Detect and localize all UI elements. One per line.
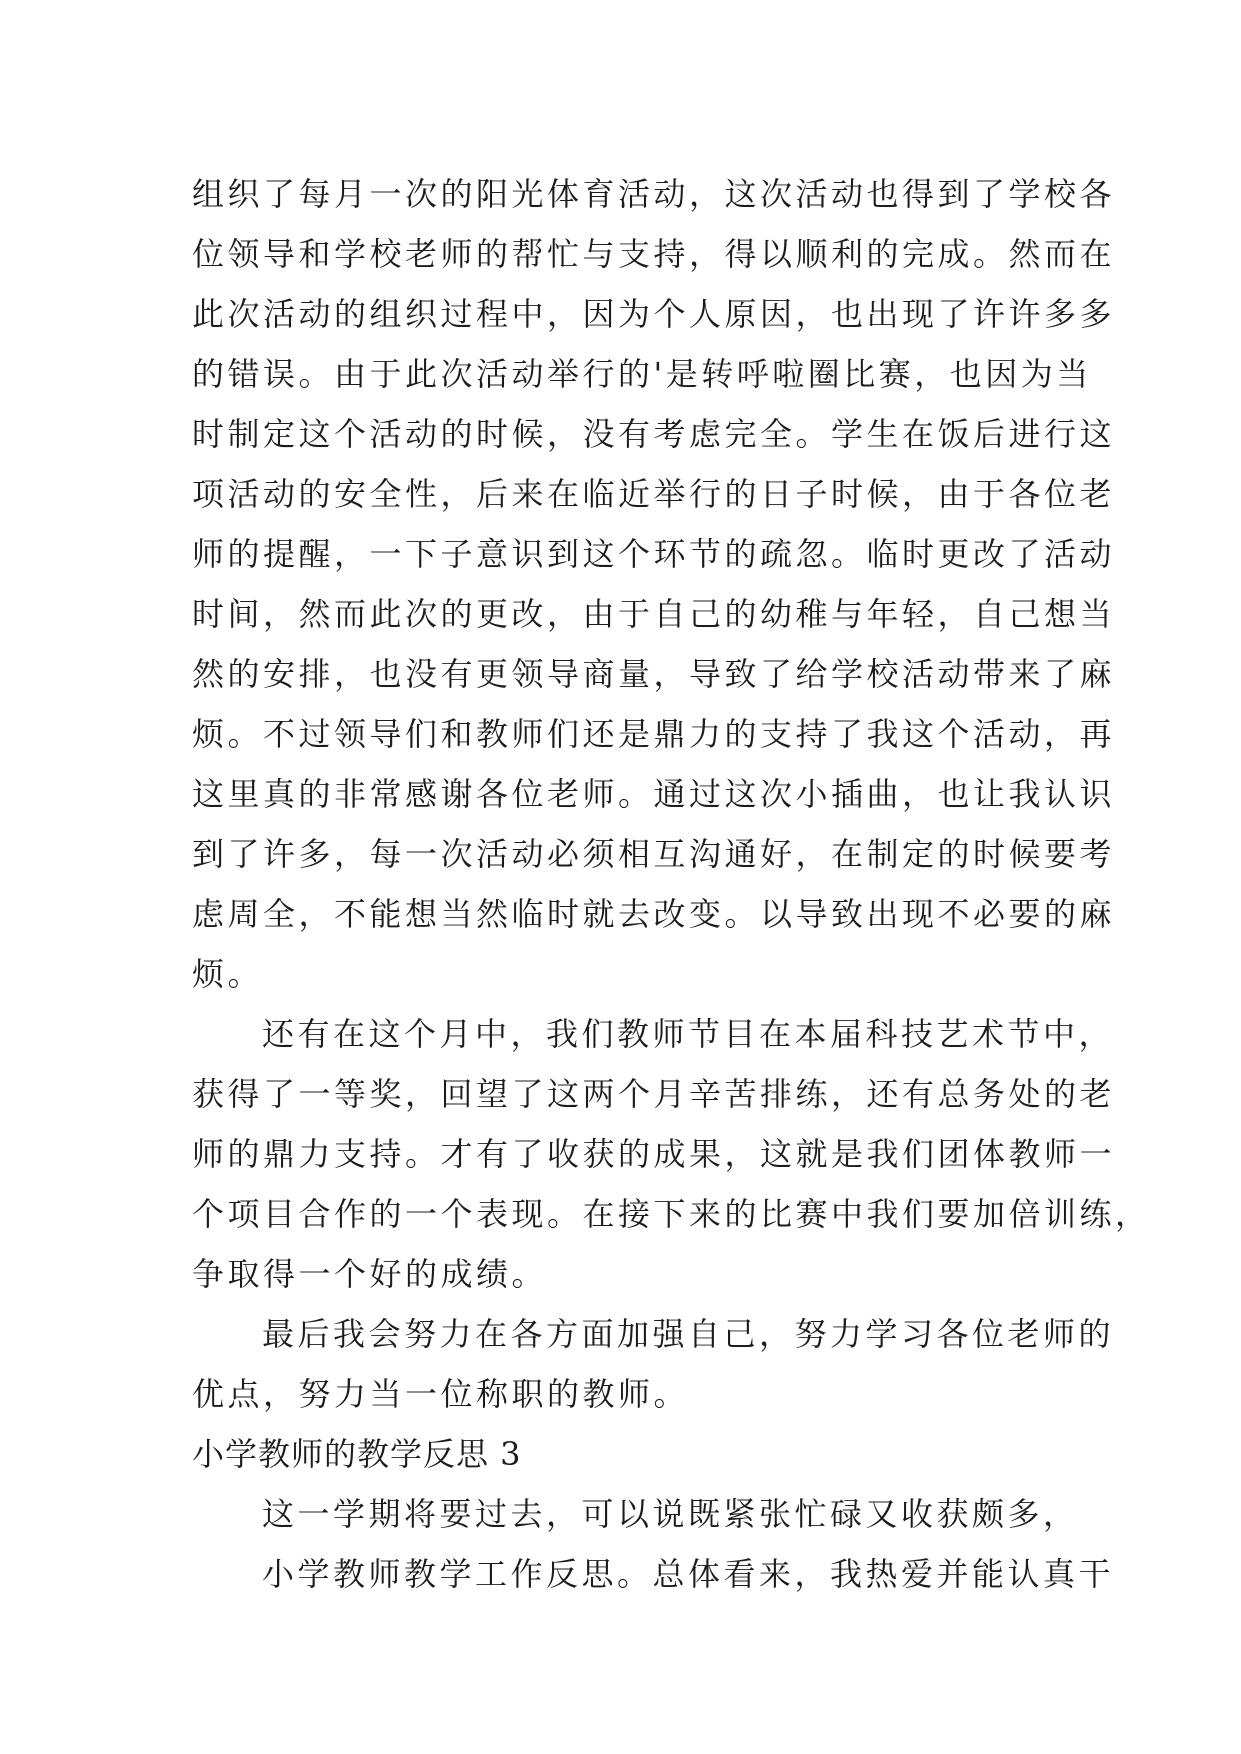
text-line: 此次活动的组织过程中，因为个人原因，也出现了许许多多 [192,295,1116,333]
section-heading: 小学教师的教学反思 3 [192,1435,522,1473]
paragraph-semester-summary [192,1544,1115,1604]
text-line: 位领导和学校老师的帮忙与支持，得以顺利的完成。然而在 [192,235,1116,273]
paragraph-award [192,1004,1151,1304]
paragraph-semester-intro [192,1484,1079,1544]
text-line: 项活动的安全性，后来在临近举行的日子时候，由于各位老 [192,475,1116,513]
text-line: 师的鼎力支持。才有了收获的成果，这就是我们团体教师一 [192,1135,1116,1173]
text-line: 师的提醒，一下子意识到这个环节的疏忽。临时更改了活动 [192,535,1116,573]
text-line: 时制定这个活动的时候，没有考虑完全。学生在饭后进行这 [192,415,1116,453]
text-line: 时间，然而此次的更改，由于自己的幼稚与年轻，自己想当 [192,595,1116,633]
document-body [192,164,1151,1604]
text-line: 争取得一个好的成绩。 [192,1255,548,1293]
text-line: 个项目合作的一个表现。在接下来的比赛中我们要加倍训练， [192,1195,1151,1233]
text-line: 到了许多，每一次活动必须相互沟通好，在制定的时候要考 [192,835,1116,873]
text-line: 的错误。由于此次活动举行的'是转呼啦圈比赛，也因为当 [192,355,1092,393]
paragraph-activity-reflection [192,164,1116,1004]
text-line: 小学教师教学工作反思。总体看来，我热爱并能认真干 [262,1555,1115,1593]
text-line: 还有在这个月中，我们教师节目在本届科技艺术节中， [262,1015,1115,1053]
text-line: 虑周全，不能想当然临时就去改变。以导致出现不必要的麻 [192,895,1116,933]
text-line: 然的安排，也没有更领导商量，导致了给学校活动带来了麻 [192,655,1116,693]
text-line: 组织了每月一次的阳光体育活动，这次活动也得到了学校各 [192,175,1116,213]
paragraph-closing [192,1304,1115,1424]
text-line: 烦。 [192,955,264,993]
text-line: 最后我会努力在各方面加强自己，努力学习各位老师的 [262,1315,1115,1353]
text-line: 获得了一等奖，回望了这两个月辛苦排练，还有总务处的老 [192,1075,1116,1113]
text-line: 这里真的非常感谢各位老师。通过这次小插曲，也让我认识 [192,775,1116,813]
text-line: 这一学期将要过去，可以说既紧张忙碌又收获颇多， [262,1495,1079,1533]
text-line: 优点，努力当一位称职的教师。 [192,1375,690,1413]
text-line: 烦。不过领导们和教师们还是鼎力的支持了我这个活动，再 [192,715,1116,753]
